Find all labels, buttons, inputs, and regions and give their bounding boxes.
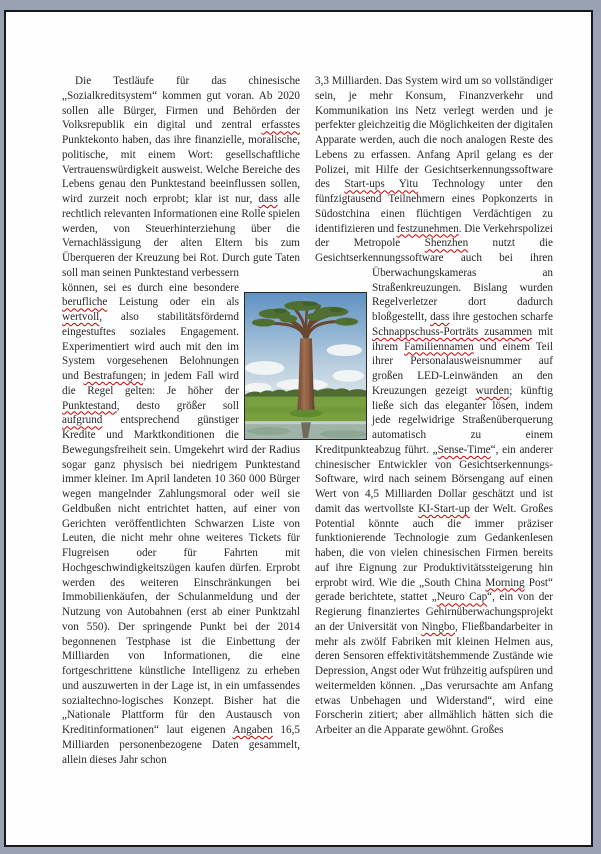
misspelled-word: Sense-Time (437, 443, 491, 456)
baobab-image (244, 292, 367, 440)
misspelled-word: aufgrund (62, 414, 103, 427)
text-run: nutzt die Gesichtserkennungssoftware auch bei ihren (315, 237, 553, 264)
misspelled-word: erfasstes (261, 119, 300, 132)
text-run: 16,5 Milliarden personenbezogene Daten gesammelt, allein dieses Jahr schon (62, 724, 300, 766)
misspelled-word: festzunehmen (396, 222, 459, 235)
misspelled-word: wurden (475, 384, 510, 397)
misspelled-word: Morning (485, 576, 525, 589)
text-run: “, ein anderer chinesischer Entwickler von Gesichtserkennungs-Software, wird nach seinem Börsengang auf einen Wert von 4,5 Milliarden Dollar geschätzt und ist damit das wertvollste (315, 443, 553, 515)
misspelled-word: Start-ups Yitu (344, 178, 419, 191)
text-run: ihre gestochen scharfe (449, 311, 553, 323)
document-page (4, 10, 593, 847)
misspelled-word: Punktestand (62, 399, 117, 412)
baobab-tree-illustration (245, 293, 366, 439)
misspelled-word: Neuro Cap (436, 591, 488, 604)
misspelled-word: berufliche (62, 296, 108, 309)
text-run: 3,3 Milliarden. Das System wird um so vollständiger sein, je mehr Konsum, Finanzverkehr und Kommunikation ins Netz verlegt werden und je perfekter gleichzeitig die Möglichkeiten der digitalen Apparate werden, auch die noch analogen Reste des Lebens zu erfassen. Anfang April gelang es der Polizei, mit Hilfe der Gesichtserkennungssoftware des (315, 75, 553, 191)
text-run: Die Testläufe für das chinesische „Sozialkreditsystem“ kommen gut voran. Ab 2020 sollen alle Bürger, Firmen und Behörden der Volksrepublik ein digital und zentral (62, 75, 300, 132)
text-run: . Die Verkehrspolizei der Metropole (315, 222, 553, 250)
misspelled-word: Familiennamen (404, 340, 474, 353)
misspelled-word: wertvoll (62, 311, 100, 323)
text-run: ; künftig ließe sich das eleganter lösen, indem jede regelwidrige Straßenüberquerung automatisch zu einem Kreditpunkteabzug führt. „ (315, 384, 553, 456)
text-run: alle rechtlich relevanten Informationen eine Rolle spielen werden, von Steuerhinterziehung über die Vernachlässigung der alten Eltern bis zum Überqueren der Kreuzung bei Rot. Durch gute Taten soll man seinen (62, 193, 300, 279)
text-run: “, ein von der Regierung finanziertes Gehirnüberwachungsprojekt an der Universität von (315, 591, 554, 633)
misspelled-word: Shenzhen (424, 237, 469, 250)
text-run: Post“ gerade berichtete, stattet „ (315, 576, 553, 604)
misspelled-word: Angaben (232, 724, 273, 736)
text-run: entsprechend günstiger Kredite und Marktkonditionen die Bewegungsfreiheit sein. Umgekehrt wird der Radius sogar ganz physisch bei niedrigem Punktestand immer kleiner. Im April landeten 10 360 000 Bürger wegen mangelnder Zahlungsmoral oder weil sie Geldbußen nicht entrichtet hatten, auf einer von Gerichten veröffentlichten Schwarzen Liste von Leuten, die nicht mehr ohne weiteres Tickets für Flugreisen oder für Fahrten mit Hochgeschwindigkeitszügen kaufen dürfen. Erprobt werden des weiteren Einschränkungen bei Immobilienkäufen, der Schulanmeldung und der Nutzung von Autobahnen (erst ab einer Punktzahl von 550). Der springende Punkt bei der 2014 begonnenen Testphase ist die Einbettung der Milliarden von Informationen, die eine fortgeschrittene künstliche Intelligenz zu erheben und auszuwerten in der Lage ist, in ein umfassendes sozialtechno-logisches Konzept. Bisher hat die „Nationale Plattform für den Austausch von Kreditinformationen“ laut eigenen (62, 414, 300, 736)
text-run: ; in jedem Fall wird die Regel gelten: Je höher der (62, 370, 239, 397)
misspelled-word: dass (430, 311, 450, 323)
text-run: und einem Teil ihrer Personalausweisnummer auf großen LED-Leinwänden an den Kreuzungen gezeigt (372, 340, 553, 397)
text-run: Punktekonto haben, das ihre finanzielle, moralische, politische, mit einem Wort: gesellschaftliche Vertrauenswürdigkeit ausweist. Welche Bereiche des Lebens genau den Punktestand beeinflussen sollen, wird zurzeit noch erprobt; klar ist nur, (62, 134, 300, 205)
text-run: der Welt. Großes Potential könnte auch die immer präziser funktionierende Technologie zum Gedankenlesen haben, die von vielen chinesischen Firmen bereits auf ihre Eignung zur Produktivitätssteigerung hin erprobt wird. Wie die „South China (315, 502, 553, 589)
misspelled-word: Ningbo (421, 620, 456, 633)
text-run: Überwachungskameras an Straßenkreuzungen. Bislang wurden Regelverletzer dort dadurch bloßgestellt, (372, 266, 553, 323)
misspelled-word: Bestrafungen (83, 370, 144, 382)
text-run: , also stabilitätsfördernd eingestuftes soziales Engagement. Experimentiert wird auch mit den im System vorgesehenen Belohnungen und (62, 311, 239, 382)
misspelled-word: KI-Start-up (418, 502, 470, 515)
misspelled-word: dass (258, 193, 278, 205)
text-run: Punktestand verbessern können, sei es durch eine besondere (62, 266, 239, 294)
text-run: , Fließbandarbeiter in mehr als zwölf Fabriken mit kleinen Helmen aus, deren Sensoren effektivitätshemmende Zustände wie Depression, Angst oder Wut frühzeitig aufspüren und weitermelden können. „Das verursachte am Anfang etwas Unbehagen und Widerstand“, wird eine Forscherin zitiert; aber allmählich hätten sich die Arbeiter an die Apparate gewöhnt. Großes (315, 620, 553, 736)
text-run: Leistung oder ein als (107, 296, 239, 309)
text-run: Technology unter den fünfzigtausend Teilnehmern eines Popkonzerts in Südostchina einen flüchtigen Verdächtigen zu identifizieren und (315, 178, 553, 235)
text-run: mit ihrem (372, 325, 553, 353)
misspelled-word: Schnappschuss-Porträts zusammen (372, 325, 533, 338)
text-run: , desto größer soll (116, 399, 239, 412)
